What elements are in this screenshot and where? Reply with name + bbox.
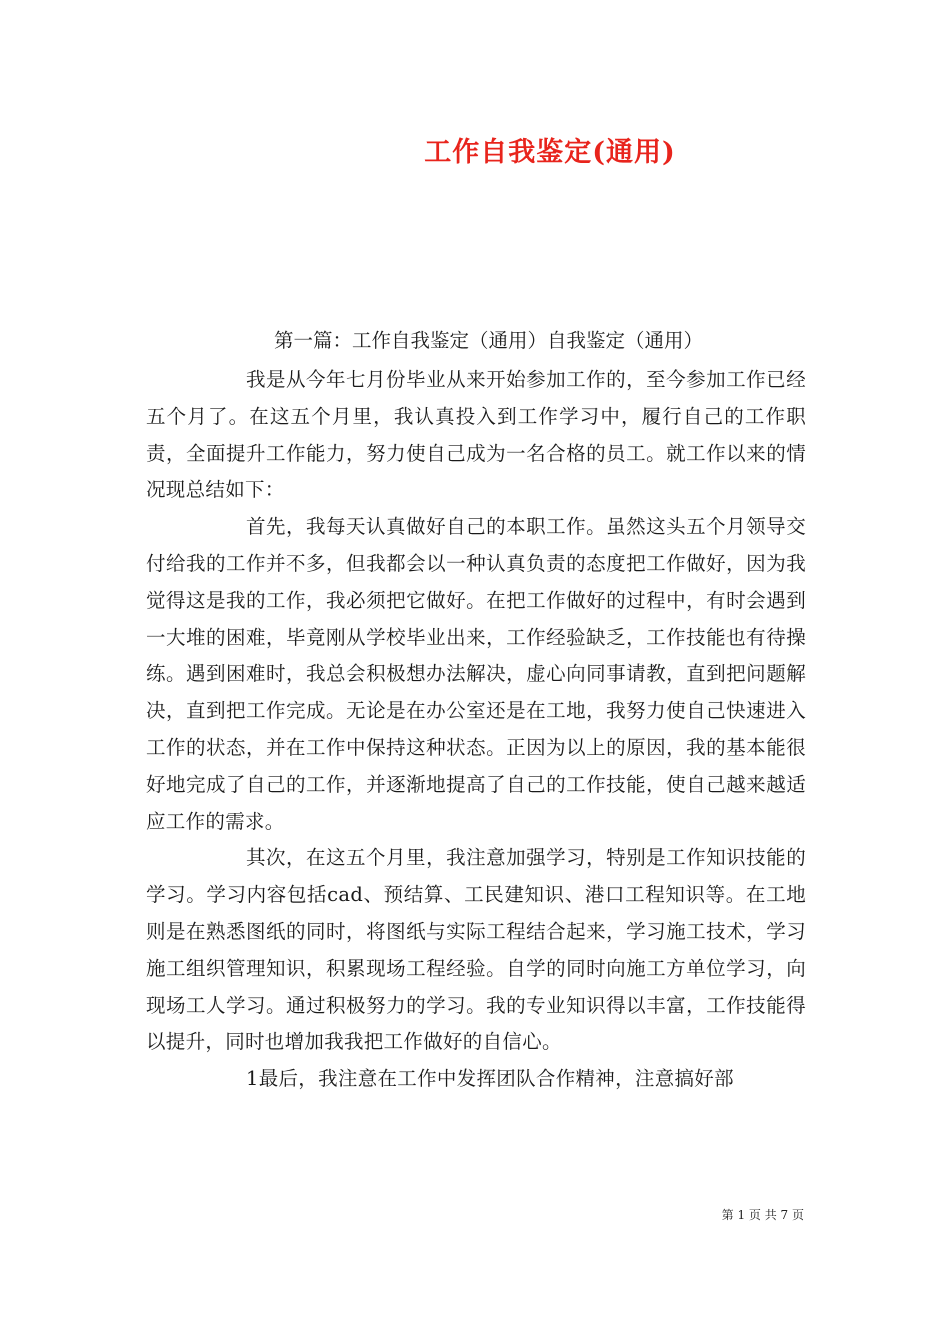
paragraph: 我是从今年七月份毕业从来开始参加工作的，至今参加工作已经五个月了。在这五个月里，我认真投入到工作学习中，履行自己的工作职责，全面提升工作能力，努力使自己成为一名合格的员工。就工作以来的情况现总结如下： bbox=[146, 368, 806, 502]
paragraph: 1最后，我注意在工作中发挥团队合作精神，注意搞好部 bbox=[246, 1067, 734, 1091]
document-body bbox=[146, 362, 806, 1098]
paragraph: 首先，我每天认真做好自己的本职工作。虽然这头五个月领导交付给我的工作并不多，但我都会以一种认真负责的态度把工作做好，因为我觉得这是我的工作，我必须把它做好。在把工作做好的过程中，有时会遇到一大堆的困难，毕竟刚从学校毕业出来，工作经验缺乏，工作技能也有待操练。遇到困难时，我总会积极想办法解决，虚心向同事请教，直到把问题解决，直到把工作完成。无论是在办公室还是在工地，我努力使自己快速进入工作的状态，并在工作中保持这种状态。正因为以上的原因，我的基本能很好地完成了自己的工作，并逐渐地提高了自己的工作技能，使自己越来越适应工作的需求。 bbox=[146, 515, 806, 833]
paragraph: 其次，在这五个月里，我注意加强学习，特别是工作知识技能的学习。学习内容包括cad、预结算、工民建知识、港口工程知识等。在工地则是在熟悉图纸的同时，将图纸与实际工程结合起来，学习施工技术，学习施工组织管理知识，积累现场工程经验。自学的同时向施工方单位学习，向现场工人学习。通过积极努力的学习。我的专业知识得以丰富，工作技能得以提升，同时也增加我我把工作做好的自信心。 bbox=[146, 846, 806, 1054]
page-number: 第 1 页 共 7 页 bbox=[721, 1208, 804, 1222]
document-title: 工作自我鉴定(通用) bbox=[424, 137, 676, 168]
section-heading: 第一篇：工作自我鉴定（通用）自我鉴定（通用） bbox=[274, 329, 704, 352]
